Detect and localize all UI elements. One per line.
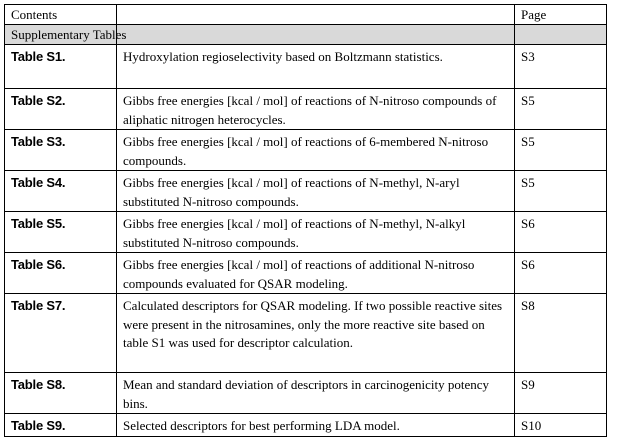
row-page: S10 xyxy=(515,414,607,437)
blank-header xyxy=(117,5,515,25)
contents-table xyxy=(4,4,607,437)
row-description: Calculated descriptors for QSAR modeling. If two possible reactive sites were present in the nitrosamines, only the more reactive site based on table S1 was used for descriptor calculation. xyxy=(117,294,515,373)
table-row xyxy=(5,373,607,414)
section-title: Supplementary Tables xyxy=(5,25,117,45)
document-page xyxy=(4,4,606,437)
table-row xyxy=(5,89,607,130)
row-label: Table S2. xyxy=(5,89,117,130)
row-label: Table S8. xyxy=(5,373,117,414)
row-page: S9 xyxy=(515,373,607,414)
contents-header: Contents xyxy=(5,5,117,25)
table-row xyxy=(5,294,607,373)
section-page-blank xyxy=(515,25,607,45)
row-page: S5 xyxy=(515,89,607,130)
row-label: Table S6. xyxy=(5,253,117,294)
row-label: Table S9. xyxy=(5,414,117,437)
row-description: Gibbs free energies [kcal / mol] of reactions of 6-membered N-nitroso compounds. xyxy=(117,130,515,171)
row-description: Gibbs free energies [kcal / mol] of reactions of N-nitroso compounds of aliphatic nitrogen heterocycles. xyxy=(117,89,515,130)
row-label: Table S3. xyxy=(5,130,117,171)
row-description: Gibbs free energies [kcal / mol] of reactions of additional N-nitroso compounds evaluated for QSAR modeling. xyxy=(117,253,515,294)
row-page: S6 xyxy=(515,253,607,294)
table-row xyxy=(5,253,607,294)
row-label: Table S7. xyxy=(5,294,117,373)
row-page: S5 xyxy=(515,130,607,171)
table-header-row xyxy=(5,5,607,25)
row-label: Table S1. xyxy=(5,45,117,89)
row-page: S8 xyxy=(515,294,607,373)
row-page: S3 xyxy=(515,45,607,89)
row-description: Gibbs free energies [kcal / mol] of reactions of N-methyl, N-alkyl substituted N-nitroso compounds. xyxy=(117,212,515,253)
table-row xyxy=(5,212,607,253)
row-label: Table S4. xyxy=(5,171,117,212)
table-row xyxy=(5,414,607,437)
table-row xyxy=(5,171,607,212)
row-page: S5 xyxy=(515,171,607,212)
section-row xyxy=(5,25,607,45)
table-row xyxy=(5,45,607,89)
table-row xyxy=(5,130,607,171)
row-label: Table S5. xyxy=(5,212,117,253)
page-header: Page xyxy=(515,5,607,25)
row-description: Gibbs free energies [kcal / mol] of reactions of N-methyl, N-aryl substituted N-nitroso compounds. xyxy=(117,171,515,212)
section-blank xyxy=(117,25,515,45)
row-description: Hydroxylation regioselectivity based on Boltzmann statistics. xyxy=(117,45,515,89)
row-description: Mean and standard deviation of descriptors in carcinogenicity potency bins. xyxy=(117,373,515,414)
row-page: S6 xyxy=(515,212,607,253)
row-description: Selected descriptors for best performing LDA model. xyxy=(117,414,515,437)
